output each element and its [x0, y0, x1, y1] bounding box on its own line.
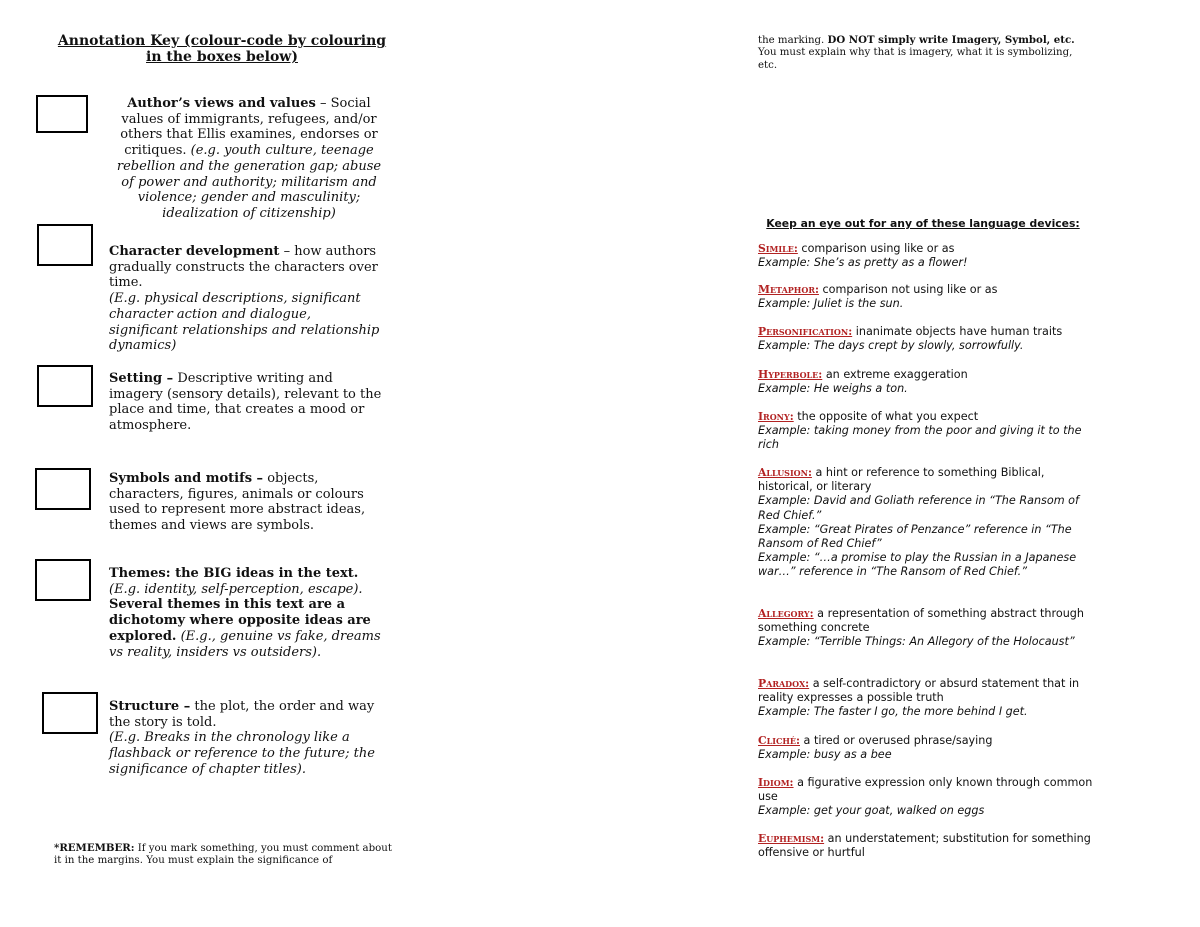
device-allusion [758, 466, 1098, 580]
device-definition: the opposite of what you expect [793, 410, 979, 423]
device-term: Allegory: [758, 607, 814, 620]
item-text: the plot, the order and way the story is told. [109, 699, 375, 730]
device-definition: an understatement; substitution for something offensive or hurtful [758, 832, 1091, 860]
item-sep: – [315, 96, 331, 111]
device-example: Example: “…a promise to play the Russian in a Japanese war…” reference in “The Ransom of Red Chief.” [758, 551, 1077, 579]
item-authors-views [110, 96, 388, 222]
item-heading-2: Several themes in this text are a dichotomy where opposite ideas are explored. [109, 597, 371, 644]
device-idiom [758, 776, 1098, 819]
device-term: Idiom: [758, 776, 794, 789]
colour-box-themes[interactable] [35, 559, 91, 601]
item-structure [109, 699, 381, 778]
item-heading: Symbols and motifs – [109, 471, 264, 486]
device-example: Example: Juliet is the sun. [758, 297, 904, 311]
device-example: Example: get your goat, walked on eggs [758, 804, 985, 818]
device-term: Simile: [758, 242, 798, 255]
device-simile [758, 242, 1098, 270]
device-term: Metaphor: [758, 283, 819, 296]
device-term: Hyperbole: [758, 368, 823, 381]
item-text: how authors gradually constructs the characters over time. [109, 244, 378, 291]
item-heading: Author’s views and values [127, 96, 316, 111]
device-example: Example: He weighs a ton. [758, 382, 908, 396]
continuation-rest: You must explain why that is imagery, what it is symbolizing, etc. [758, 47, 1073, 71]
item-themes [109, 566, 391, 660]
colour-box-character-development[interactable] [37, 224, 93, 266]
remember-note [54, 842, 394, 868]
device-example: Example: David and Goliath reference in “The Ransom of Red Chief.” [758, 494, 1079, 522]
colour-box-authors-views[interactable] [36, 95, 88, 133]
remember-label: *REMEMBER: [54, 842, 135, 854]
item-heading: Themes: the BIG ideas in the text. [109, 566, 359, 581]
item-example: (E.g. identity, self-perception, escape). [109, 581, 363, 597]
device-paradox [758, 677, 1098, 720]
device-allegory [758, 607, 1098, 650]
device-example: Example: The faster I go, the more behind I get. [758, 705, 1028, 719]
item-text: Social values of immigrants, refugees, and/or others that Ellis examines, endorses or critiques. [120, 96, 378, 159]
device-definition: a figurative expression only known through common use [758, 776, 1093, 804]
item-text: Descriptive writing and imagery (sensory details), relevant to the place and time, that creates a mood or atmosphere. [109, 371, 382, 434]
device-term: Irony: [758, 410, 794, 423]
item-heading: Character development [109, 244, 280, 259]
item-sep: – [279, 244, 295, 259]
device-definition: inanimate objects have human traits [852, 325, 1063, 338]
item-example: (e.g. youth culture, teenage rebellion and the generation gap; abuse of power and authority; militarism and violence; gender and masculinity; idealization of citizenship) [116, 143, 382, 221]
device-example: Example: busy as a bee [758, 748, 892, 762]
colour-box-symbols-motifs[interactable] [35, 468, 91, 510]
device-euphemism [758, 832, 1098, 860]
annotation-key-title: Annotation Key (colour-code by colouring in the boxes below) [57, 33, 387, 65]
device-cliche [758, 734, 1098, 762]
colour-box-setting[interactable] [37, 365, 93, 407]
device-example: Example: “Terrible Things: An Allegory of the Holocaust” [758, 635, 1075, 649]
item-heading: Structure – [109, 699, 191, 714]
remember-text: If you mark something, you must comment about it in the margins. You must explain the significance of [54, 843, 392, 867]
device-definition: a self-contradictory or absurd statement that in reality expresses a possible truth [758, 677, 1080, 705]
item-symbols-motifs [109, 471, 384, 534]
colour-box-structure[interactable] [42, 692, 98, 734]
device-personification [758, 325, 1098, 353]
item-example: (E.g. physical descriptions, significant character action and dialogue, significant relationships and relationship dynamics) [109, 291, 380, 354]
item-setting [109, 371, 389, 434]
device-definition: an extreme exaggeration [822, 368, 968, 381]
item-example-2: (E.g., genuine vs fake, dreams vs reality, insiders vs outsiders). [109, 628, 381, 660]
device-irony [758, 410, 1098, 453]
device-term: Euphemism: [758, 832, 825, 845]
device-hyperbole [758, 368, 1098, 396]
device-term: Cliché: [758, 734, 800, 747]
device-definition: comparison not using like or as [818, 283, 998, 296]
device-definition: a hint or reference to something Biblical, historical, or literary [758, 466, 1045, 494]
device-definition: a tired or overused phrase/saying [799, 734, 993, 747]
device-term: Paradox: [758, 677, 810, 690]
device-example: Example: taking money from the poor and giving it to the rich [758, 424, 1082, 452]
device-example: Example: The days crept by slowly, sorrowfully. [758, 339, 1024, 353]
item-heading: Setting – [109, 371, 174, 386]
continuation-bold: DO NOT simply write Imagery, Symbol, etc. [827, 34, 1075, 46]
item-example: (E.g. Breaks in the chronology like a flashback or reference to the future; the significance of chapter titles). [109, 730, 375, 777]
device-term: Personification: [758, 325, 853, 338]
continuation-text: the marking. [758, 35, 828, 46]
item-character-development [109, 244, 381, 354]
device-definition: a representation of something abstract through something concrete [758, 607, 1085, 635]
devices-heading: Keep an eye out for any of these language devices: [766, 217, 1080, 230]
remember-continuation [758, 34, 1088, 72]
device-example: Example: “Great Pirates of Penzance” reference in “The Ransom of Red Chief” [758, 522, 1072, 551]
device-example: Example: She’s as pretty as a flower! [758, 256, 968, 270]
device-term: Allusion: [758, 466, 812, 479]
device-metaphor [758, 283, 1098, 311]
item-text: objects, characters, figures, animals or colours used to represent more abstract ideas, themes and views are symbols. [109, 471, 366, 534]
device-definition: comparison using like or as [797, 242, 955, 255]
